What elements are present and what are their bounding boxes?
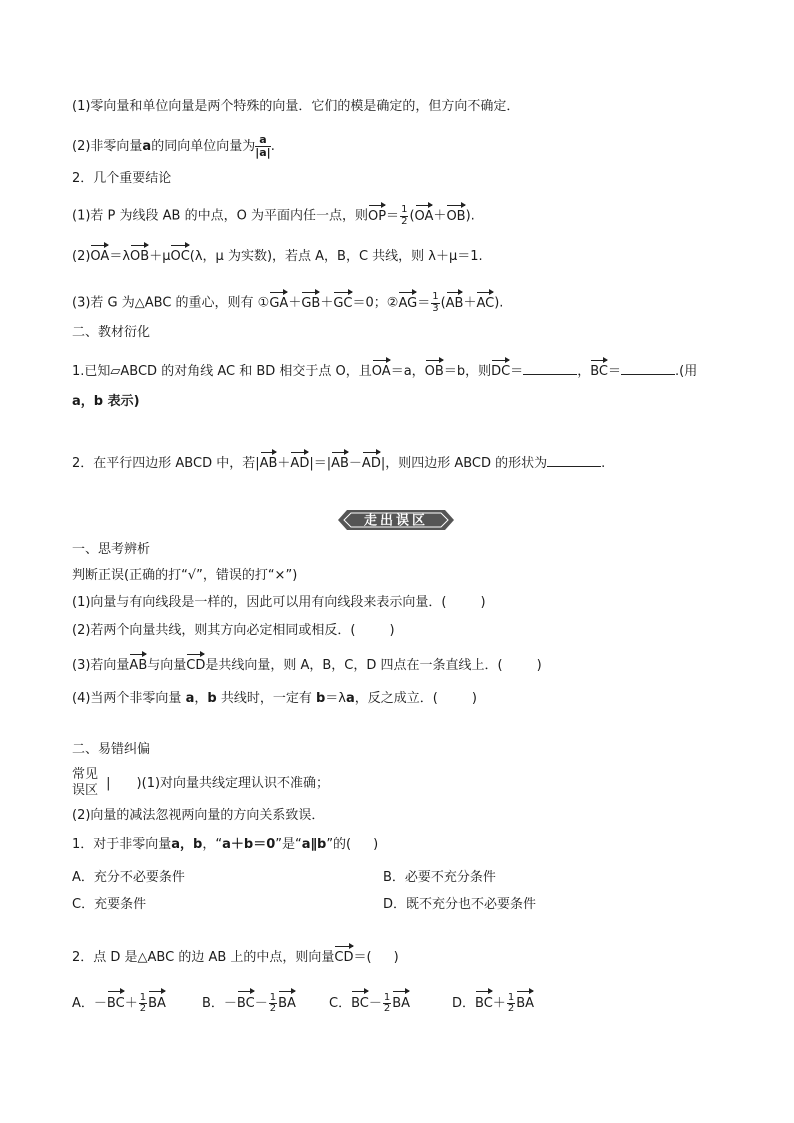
conclusion-3: (3)若 G 为△ABC 的重心，则有 ①GA＋GB＋GC＝0；②AG＝ $\frac{1}{3}$ (AB＋AC).: [72, 291, 504, 314]
fraction-half: $\frac{1}{2}$: [401, 204, 408, 227]
error-q1: 1．对于非零向量a，b，“a＋b＝0”是“a∥b”的( ): [72, 837, 379, 852]
option-d[interactable]: D．既不充分也不必要条件: [383, 897, 537, 912]
banner-title: 走出误区: [363, 513, 429, 529]
q2-option-a[interactable]: A．－BC＋ $\frac{1}{2}$ BA: [72, 991, 166, 1014]
q2-option-d[interactable]: D．BC＋ $\frac{1}{2}$ BA: [452, 991, 534, 1014]
option-c[interactable]: C．充要条件: [72, 897, 147, 912]
option-a[interactable]: A．充分不必要条件: [72, 870, 185, 885]
answer-blank[interactable]: [621, 362, 675, 375]
conclusion-1: (1)若 P 为线段 AB 的中点，O 为平面内任一点，则OP＝ $\frac{1}{2}$ (OA＋OB).: [72, 204, 475, 227]
errors-item-2: (2)向量的减法忽视两向量的方向关系致误．: [72, 808, 325, 823]
answer-blank[interactable]: [523, 362, 577, 375]
thinking-heading: 一、思考辨析: [72, 542, 151, 557]
option-b[interactable]: B．必要不充分条件: [383, 870, 496, 885]
fraction-third: $\frac{1}{3}$: [432, 291, 439, 314]
statement-1: (1)向量与有向线段是一样的，因此可以用有向线段来表示向量．( ): [72, 595, 486, 610]
q2-option-c[interactable]: C．BC－ $\frac{1}{2}$ BA: [329, 991, 411, 1014]
statement-4: (4)当两个非零向量 a，b 共线时，一定有 b＝λa，反之成立．( ): [72, 691, 477, 706]
error-q2: 2．点 D 是△ABC 的边 AB 上的中点，则向量CD＝( ): [72, 950, 399, 965]
note-2: (2)非零向量a的同向单位向量为 $\frac{a}{|a|}$ .: [72, 133, 275, 160]
statement-2: (2)若两个向量共线，则其方向必定相同或相反．( ): [72, 623, 395, 638]
textbook-q1-line2: a，b 表示): [72, 394, 140, 409]
statement-3: (3)若向量AB与向量CD是共线向量，则 A，B，C，D 四点在一条直线上．( ): [72, 658, 542, 673]
q2-option-b[interactable]: B．－BC－ $\frac{1}{2}$ BA: [202, 991, 296, 1014]
textbook-heading: 二、教材衍化: [72, 325, 151, 340]
textbook-q1: 1.已知▱ABCD 的对角线 AC 和 BD 相交于点 O，且OA＝a，OB＝b，则DC＝ ，BC＝ .(用: [72, 364, 698, 379]
errors-tag: 常见 误区 | )(1)对向量共线定理认识不准确；: [72, 767, 330, 799]
section-banner: [337, 509, 455, 531]
unit-vector-fraction: $\frac{a}{|a|}$: [255, 133, 271, 160]
note-1: (1)零向量和单位向量是两个特殊的向量．它们的模是确定的，但方向不确定．: [72, 99, 520, 114]
textbook-q2: 2．在平行四边形 ABCD 中，若|AB＋AD|＝|AB－AD|，则四边形 ABCD 的形状为 .: [72, 456, 606, 471]
conclusions-heading: 2．几个重要结论: [72, 171, 172, 186]
answer-blank[interactable]: [547, 454, 601, 467]
errors-heading: 二、易错纠偏: [72, 742, 151, 757]
conclusion-2: (2)OA＝λOB＋μOC(λ，μ 为实数)，若点 A，B，C 共线，则 λ＋μ＝1.: [72, 249, 483, 264]
thinking-intro: 判断正误(正确的打“√”，错误的打“×”): [72, 568, 298, 583]
